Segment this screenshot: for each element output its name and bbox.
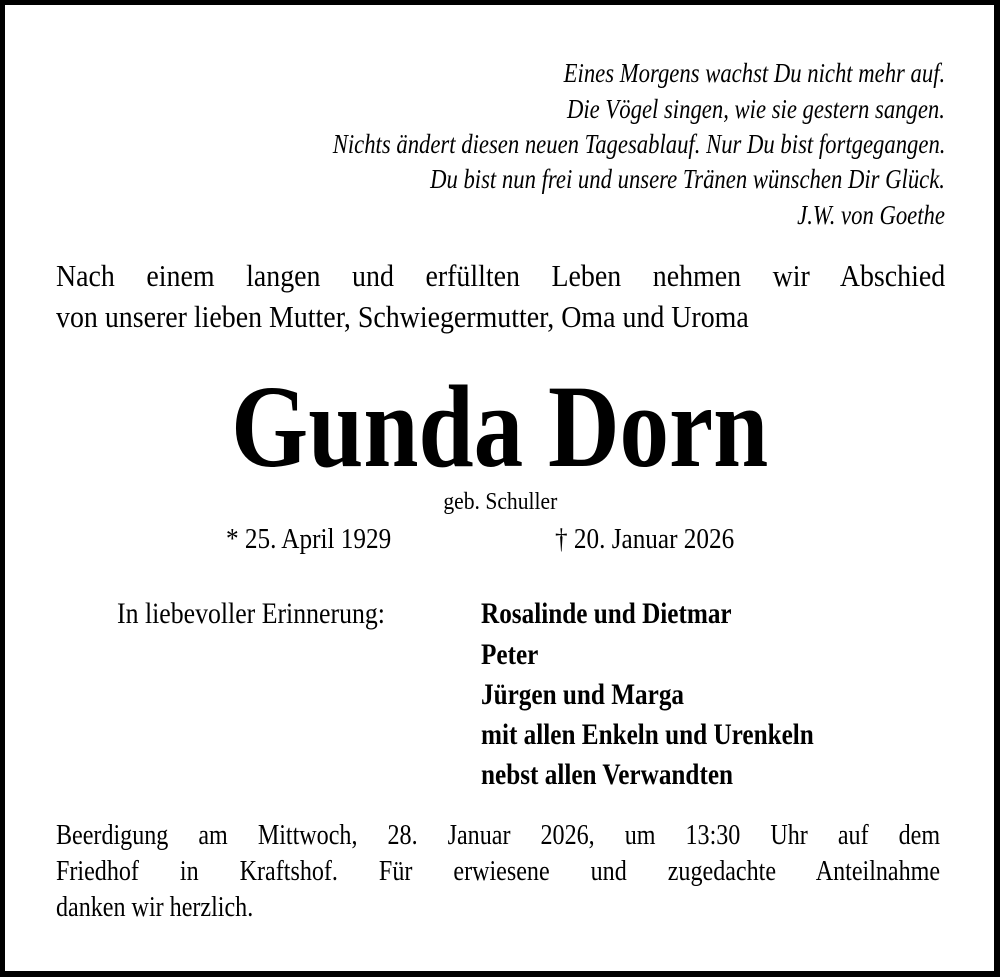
poem-author: J.W. von Goethe xyxy=(797,200,945,230)
mourner-line: Rosalinde und Dietmar xyxy=(481,597,732,630)
mourner-line: Peter xyxy=(481,638,539,671)
poem-line: Die Vögel singen, wie sie gestern sangen. xyxy=(567,94,945,124)
intro-text-line: von unserer lieben Mutter, Schwiegermutter, Oma und Uroma xyxy=(56,299,749,334)
funeral-text-line: danken wir herzlich. xyxy=(56,892,254,923)
memory-label: In liebevoller Erinnerung: xyxy=(117,597,385,630)
mourner-line: mit allen Enkeln und Urenkeln xyxy=(481,718,814,751)
birth-date: * 25. April 1929 xyxy=(226,524,392,555)
poem-line: Eines Morgens wachst Du nicht mehr auf. xyxy=(563,58,945,88)
poem-line: Nichts ändert diesen neuen Tagesablauf. Nur Du bist fortgegangen. xyxy=(332,129,945,159)
intro-text-line: Nach einem langen und erfüllten Leben nehmen wir Abschied xyxy=(56,258,946,293)
mourner-line: Jürgen und Marga xyxy=(481,678,685,711)
death-date: † 20. Januar 2026 xyxy=(555,524,735,555)
funeral-text-line: Beerdigung am Mittwoch, 28. Januar 2026, um 13:30 Uhr auf dem xyxy=(56,820,941,851)
funeral-text-line: Friedhof in Kraftshof. Für erwiesene und zugedachte Anteilnahme xyxy=(56,856,941,887)
maiden-name: geb. Schuller xyxy=(443,489,557,515)
deceased-name: Gunda Dorn xyxy=(231,361,769,492)
poem-line: Du bist nun frei und unsere Tränen wünschen Dir Glück. xyxy=(430,164,945,194)
mourner-line: nebst allen Verwandten xyxy=(481,758,734,791)
